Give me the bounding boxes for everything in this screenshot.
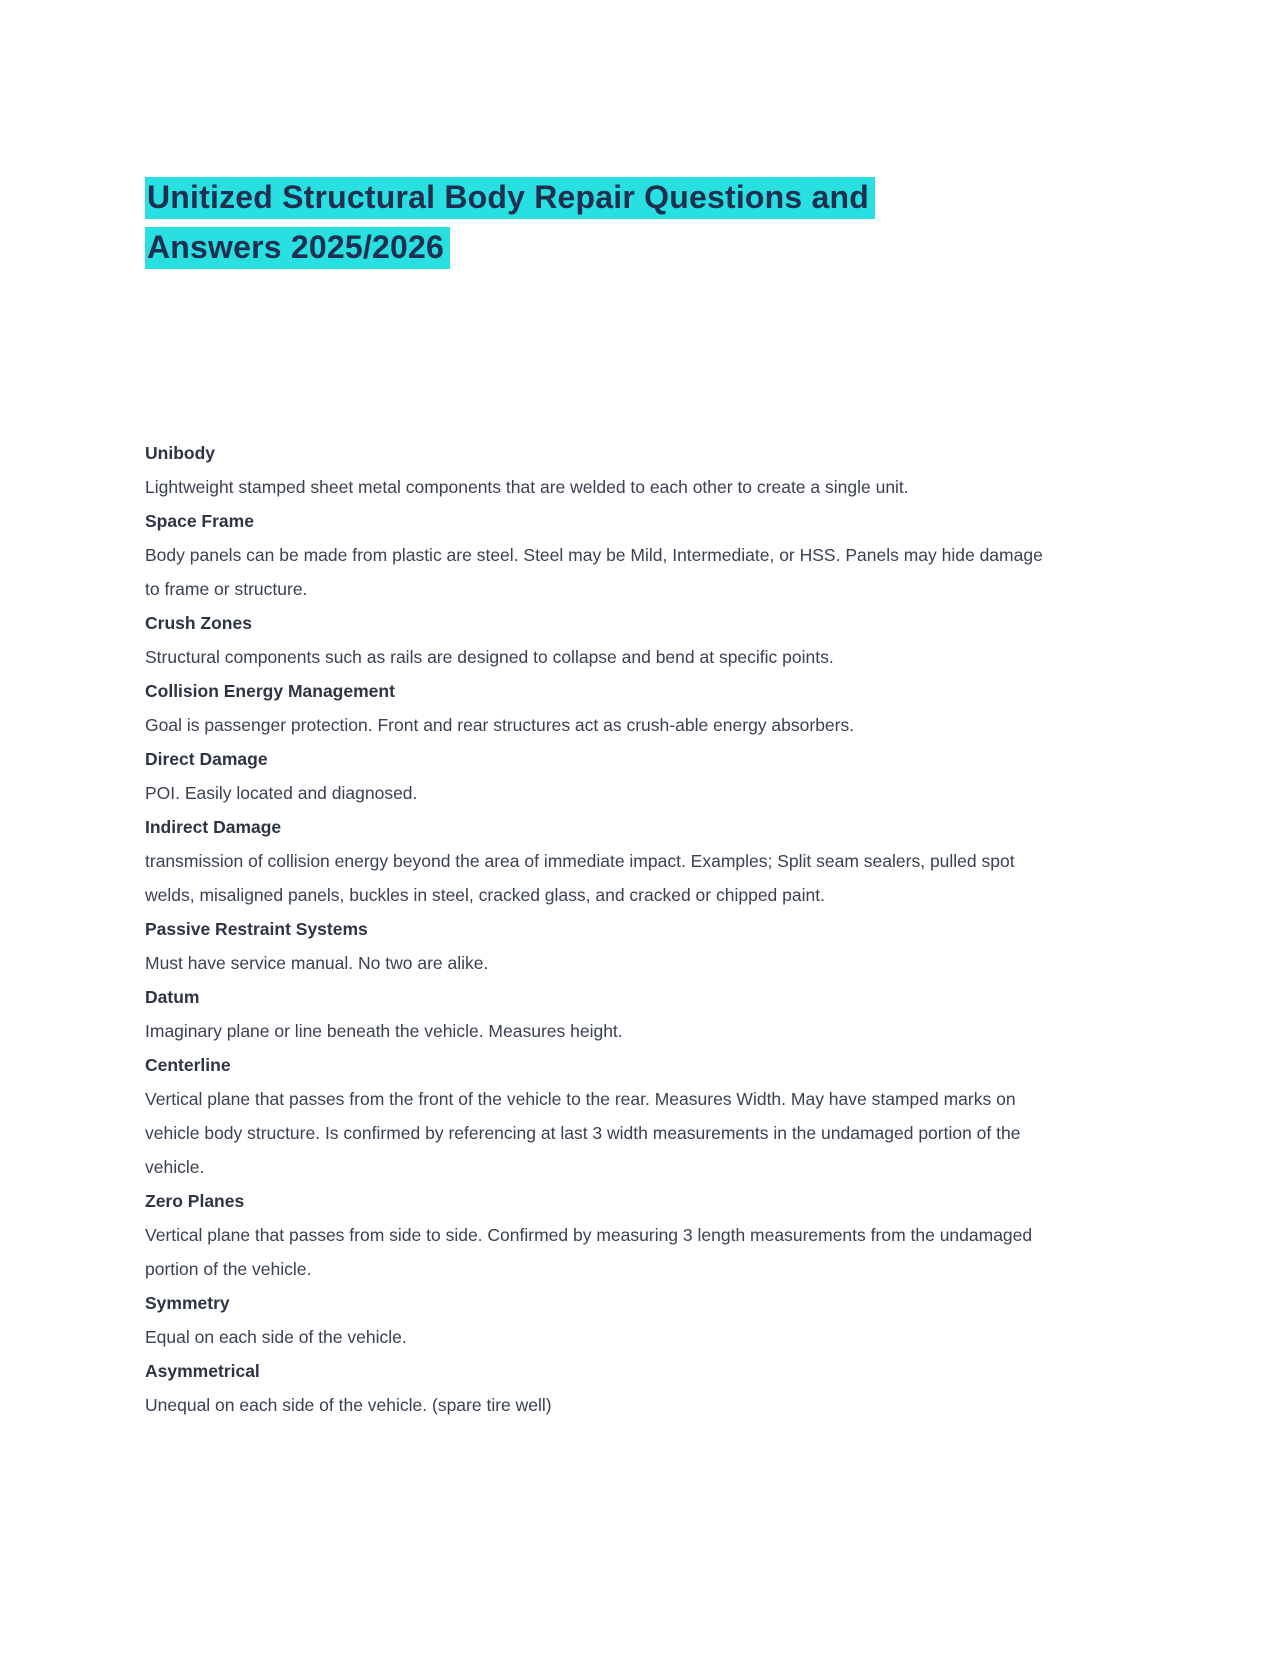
page-title bbox=[145, 172, 960, 272]
entry-term: Crush Zones bbox=[145, 613, 252, 633]
entry-definition: Vertical plane that passes from side to side. Confirmed by measuring 3 length measurements from the undamaged portion of the vehicle. bbox=[145, 1225, 1033, 1279]
entry-definition: Imaginary plane or line beneath the vehicle. Measures height. bbox=[145, 1021, 623, 1041]
entry-term: Indirect Damage bbox=[145, 817, 282, 837]
entry-definition: POI. Easily located and diagnosed. bbox=[145, 783, 418, 803]
entries-list bbox=[145, 436, 1050, 1422]
entry-term: Collision Energy Management bbox=[145, 681, 395, 701]
entry-term: Datum bbox=[145, 987, 200, 1007]
entry-term: Space Frame bbox=[145, 511, 254, 531]
entry-term: Centerline bbox=[145, 1055, 231, 1075]
entry-definition: Structural components such as rails are designed to collapse and bend at specific points. bbox=[145, 647, 834, 667]
entry-term: Symmetry bbox=[145, 1293, 230, 1313]
entry-definition: Must have service manual. No two are alike. bbox=[145, 953, 489, 973]
entry-term: Unibody bbox=[145, 443, 215, 463]
entry-definition: Vertical plane that passes from the front of the vehicle to the rear. Measures Width. May have stamped marks on vehicle body structure. Is confirmed by referencing at last 3 width measurements in the undamaged portion of the vehicle. bbox=[145, 1089, 1021, 1177]
entry-term: Direct Damage bbox=[145, 749, 268, 769]
entry-definition: Unequal on each side of the vehicle. (spare tire well) bbox=[145, 1395, 552, 1415]
entry-definition: Body panels can be made from plastic are steel. Steel may be Mild, Intermediate, or HSS. Panels may hide damage to frame or structure. bbox=[145, 545, 1043, 599]
entry-term: Asymmetrical bbox=[145, 1361, 260, 1381]
entry-term: Passive Restraint Systems bbox=[145, 919, 368, 939]
entry-definition: transmission of collision energy beyond the area of immediate impact. Examples; Split seam sealers, pulled spot welds, misaligned panels, buckles in steel, cracked glass, and cracked or chipped paint. bbox=[145, 851, 1015, 905]
entry-definition: Equal on each side of the vehicle. bbox=[145, 1327, 407, 1347]
entry-definition: Goal is passenger protection. Front and rear structures act as crush-able energy absorbers. bbox=[145, 715, 855, 735]
title-highlight: Unitized Structural Body Repair Questions and Answers 2025/2026 bbox=[145, 177, 875, 269]
entry-term: Zero Planes bbox=[145, 1191, 245, 1211]
entry-definition: Lightweight stamped sheet metal components that are welded to each other to create a single unit. bbox=[145, 477, 909, 497]
